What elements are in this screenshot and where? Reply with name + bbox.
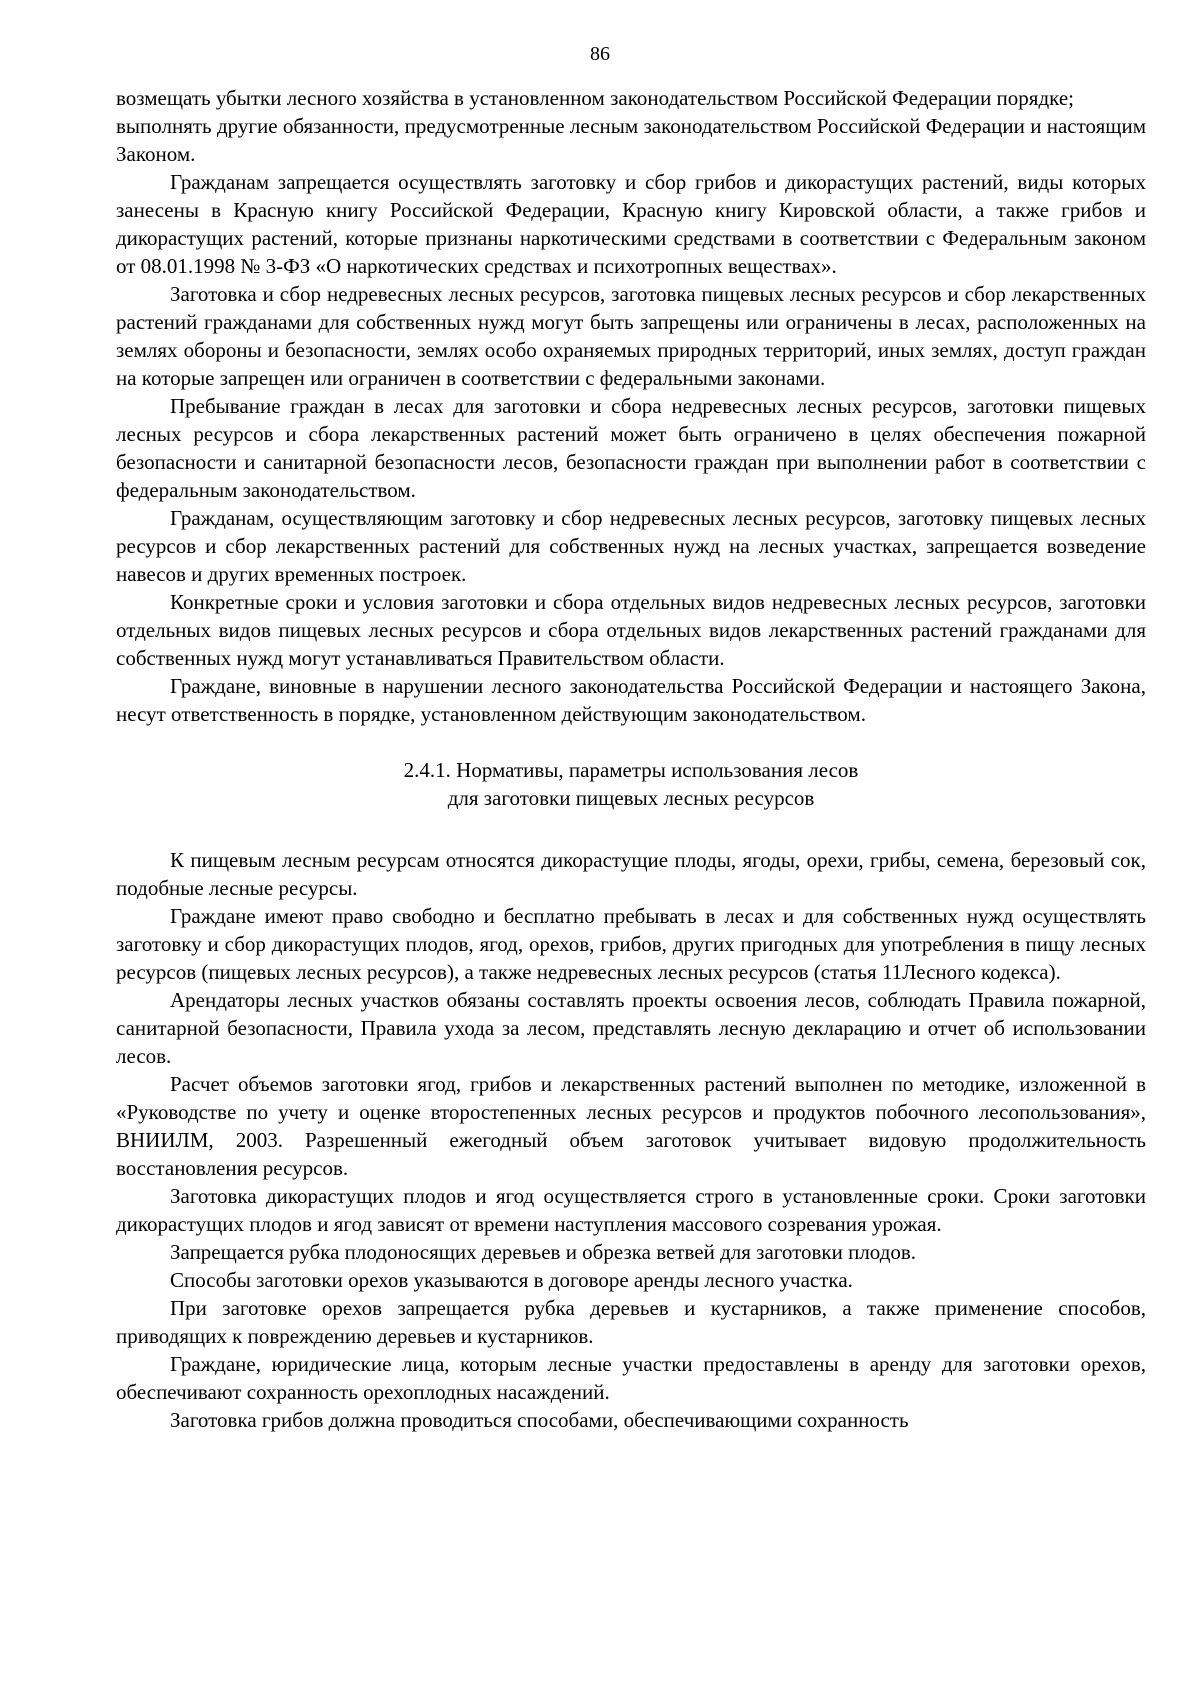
section-heading-line: 2.4.1. Нормативы, параметры использования лесов (403, 758, 859, 782)
paragraph: При заготовке орехов запрещается рубка деревьев и кустарников, а также применение способов, приводящих к повреждению деревьев и кустарников. (116, 1296, 1146, 1348)
paragraph: Граждане, юридические лица, которым лесные участки предоставлены в аренду для заготовки орехов, обеспечивают сохранность орехоплодных насаждений. (116, 1352, 1146, 1404)
paragraph: Арендаторы лесных участков обязаны составлять проекты освоения лесов, соблюдать Правила пожарной, санитарной безопасности, Правила ухода за лесом, представлять лесную декларацию и отчет об использовании лесов. (116, 988, 1146, 1068)
paragraph: Заготовка дикорастущих плодов и ягод осуществляется строго в установленные сроки. Сроки заготовки дикорастущих плодов и ягод зависят от времени наступления массового созревания урожая. (116, 1184, 1146, 1236)
paragraph: Расчет объемов заготовки ягод, грибов и лекарственных растений выполнен по методике, изложенной в «Руководстве по учету и оценке второстепенных лесных ресурсов и продуктов побочного лесопользования», ВНИИЛМ, 2003. Разрешенный ежегодный объем заготовок учитывает видовую продолжительность восстановления ресурсов. (116, 1072, 1146, 1180)
paragraph: Граждане имеют право свободно и бесплатно пребывать в лесах и для собственных нужд осуществлять заготовку и сбор дикорастущих плодов, ягод, орехов, грибов, других пригодных для употребления в пищу лесных ресурсов (пищевых лесных ресурсов), а также недревесных лесных ресурсов (статья 11Лесного кодекса). (116, 904, 1146, 984)
page-number: 86 (590, 43, 610, 65)
paragraph: Гражданам запрещается осуществлять заготовку и сбор грибов и дикорастущих растений, виды которых занесены в Красную книгу Российской Федерации, Красную книгу Кировской области, а также грибов и дикорастущих растений, которые признаны наркотическими средствами в соответствии с Федеральным законом от 08.01.1998 № 3-ФЗ «О наркотических средствах и психотропных веществах». (116, 170, 1146, 278)
paragraph: выполнять другие обязанности, предусмотренные лесным законодательством Российской Федерации и настоящим Законом. (116, 114, 1146, 166)
paragraph: Граждане, виновные в нарушении лесного законодательства Российской Федерации и настоящего Закона, несут ответственность в порядке, установленном действующим законодательством. (116, 674, 1146, 726)
paragraph: Пребывание граждан в лесах для заготовки и сбора недревесных лесных ресурсов, заготовки пищевых лесных ресурсов и сбора лекарственных растений может быть ограничено в целях обеспечения пожарной безопасности и санитарной безопасности лесов, безопасности граждан при выполнении работ в соответствии с федеральным законодательством. (116, 394, 1146, 502)
paragraph: Заготовка и сбор недревесных лесных ресурсов, заготовка пищевых лесных ресурсов и сбор лекарственных растений гражданами для собственных нужд могут быть запрещены или ограничены в лесах, расположенных на землях обороны и безопасности, землях особо охраняемых природных территорий, иных землях, доступ граждан на которые запрещен или ограничен в соответствии с федеральными законами. (116, 282, 1146, 390)
paragraph: Способы заготовки орехов указываются в договоре аренды лесного участка. (170, 1268, 853, 1292)
paragraph: Конкретные сроки и условия заготовки и сбора отдельных видов недревесных лесных ресурсов, заготовки отдельных видов пищевых лесных ресурсов и сбора отдельных видов лекарственных растений гражданами для собственных нужд могут устанавливаться Правительством области. (116, 590, 1146, 670)
paragraph: возмещать убытки лесного хозяйства в установленном законодательством Российской Федерации порядке; (116, 86, 1074, 110)
paragraph: Гражданам, осуществляющим заготовку и сбор недревесных лесных ресурсов, заготовку пищевых лесных ресурсов и сбор лекарственных растений для собственных нужд на лесных участках, запрещается возведение навесов и других временных построек. (116, 506, 1146, 586)
paragraph: Заготовка грибов должна проводиться способами, обеспечивающими сохранность (170, 1408, 909, 1432)
section-heading-line: для заготовки пищевых лесных ресурсов (447, 786, 815, 810)
document-body (116, 84, 1146, 1434)
paragraph: Запрещается рубка плодоносящих деревьев и обрезка ветвей для заготовки плодов. (170, 1240, 917, 1264)
paragraph: К пищевым лесным ресурсам относятся дикорастущие плоды, ягоды, орехи, грибы, семена, березовый сок, подобные лесные ресурсы. (116, 848, 1146, 900)
section-heading (116, 756, 1146, 812)
